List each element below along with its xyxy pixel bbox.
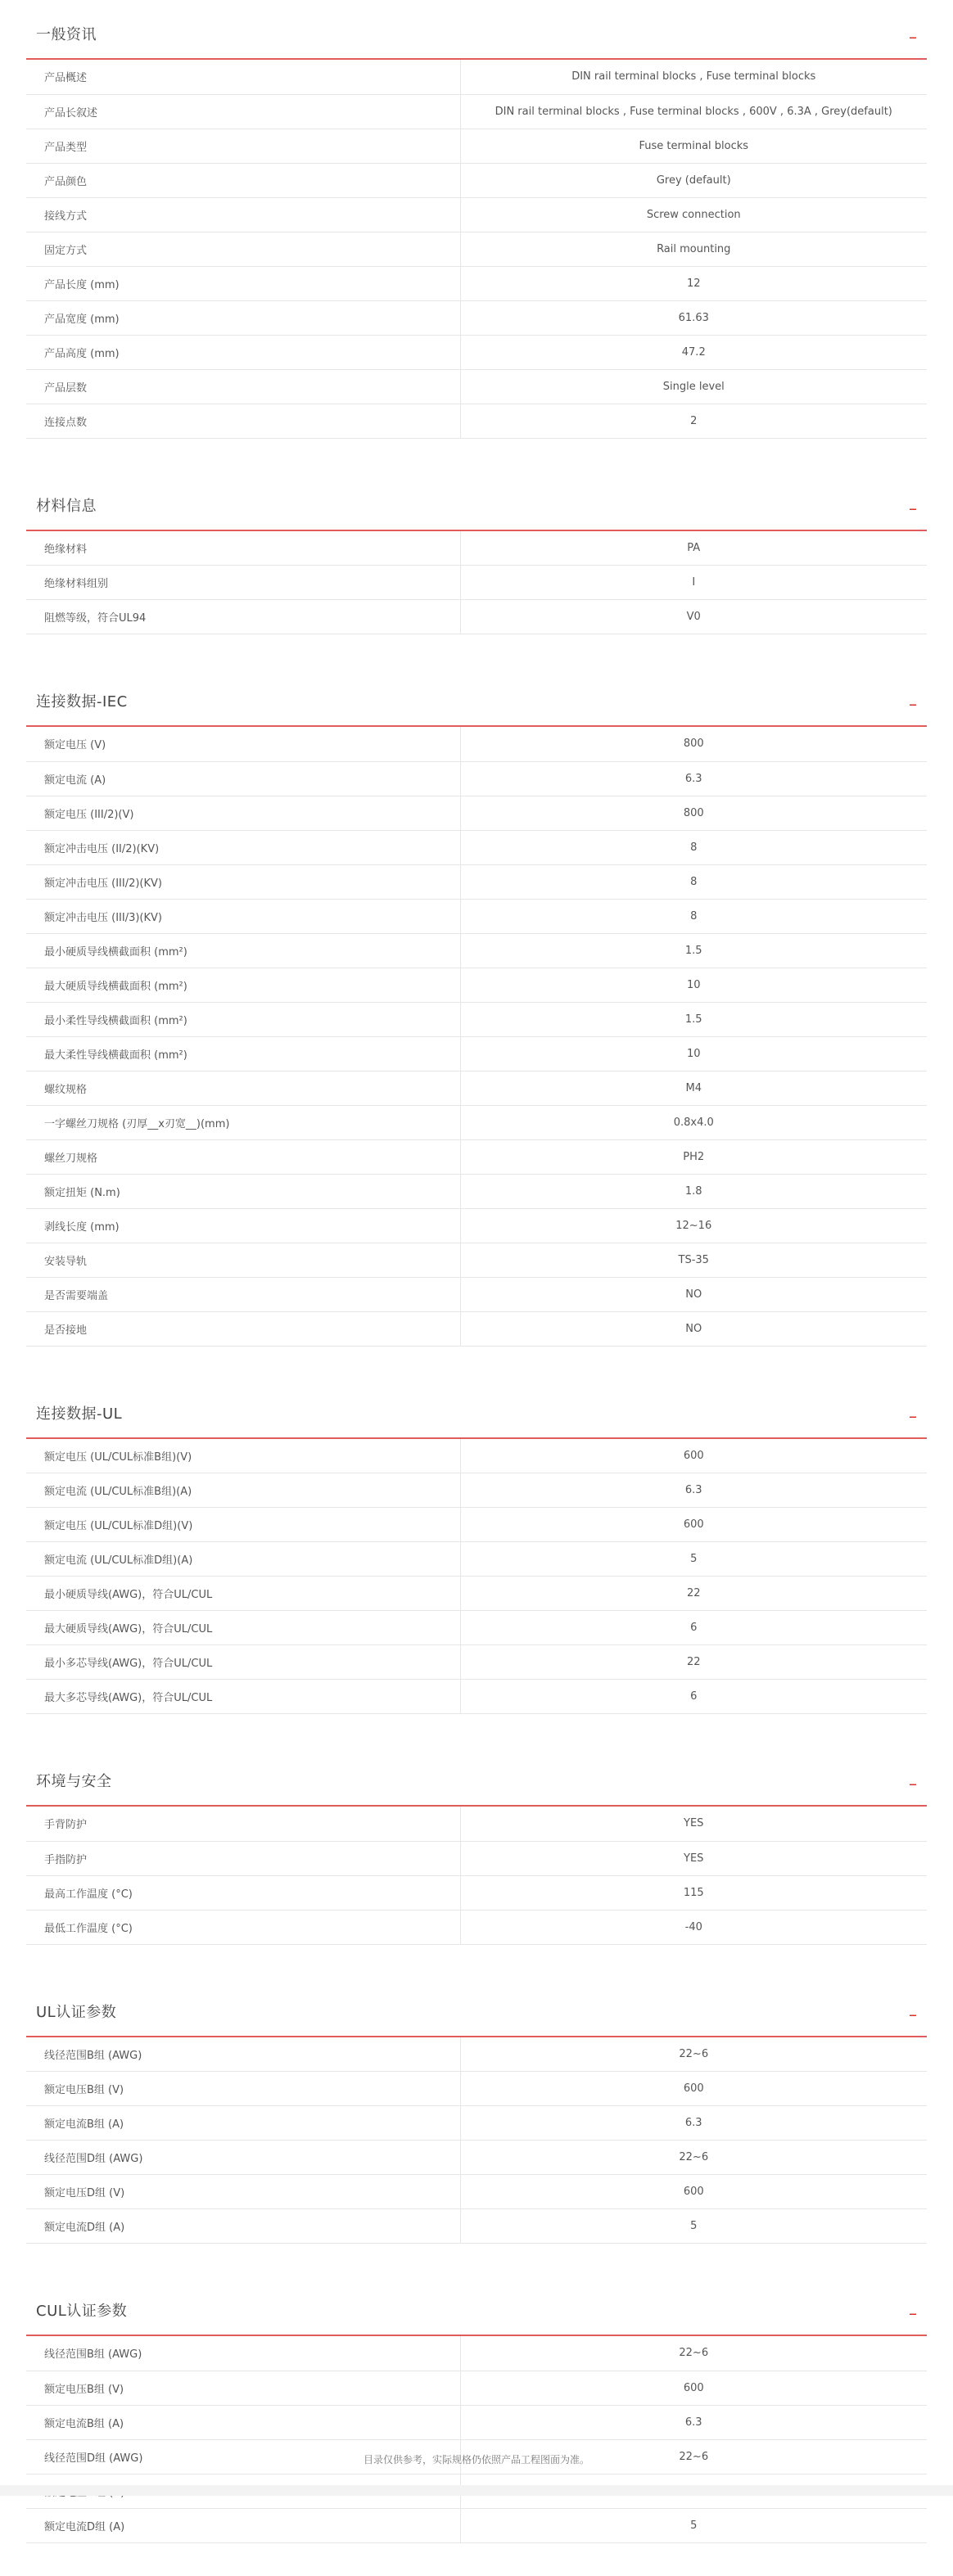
spec-label: 最低工作温度 (°C) [26, 1910, 460, 1944]
collapse-icon[interactable]: _ [910, 690, 916, 706]
table-row [26, 1311, 927, 1346]
spec-label: 最大硬质导线横截面积 (mm²) [26, 968, 460, 1002]
spec-value: 5 [460, 2508, 927, 2542]
spec-label: 产品长度 (mm) [26, 266, 460, 300]
table-row [26, 2141, 927, 2175]
spec-value: Single level [460, 369, 927, 404]
spec-label: 最大硬质导线(AWG)，符合UL/CUL [26, 1611, 460, 1645]
spec-value: Rail mounting [460, 232, 927, 266]
table-row [26, 1577, 927, 1611]
table-row [26, 232, 927, 266]
spec-value: YES [460, 1841, 927, 1875]
spec-label: 一字螺丝刀规格 (刃厚__x刃宽__)(mm) [26, 1105, 460, 1139]
table-row [26, 1875, 927, 1910]
spec-value: YES [460, 1807, 927, 1841]
spec-section [26, 667, 927, 1347]
spec-label: 产品颜色 [26, 163, 460, 197]
table-row [26, 1071, 927, 1105]
section-title: CUL认证参数 [36, 2303, 128, 2320]
spec-label: 额定电压B组 (V) [26, 2371, 460, 2405]
table-row [26, 1680, 927, 1714]
table-row [26, 1277, 927, 1311]
spec-value: 6.3 [460, 2405, 927, 2439]
table-row [26, 1645, 927, 1680]
spec-label: 安装导轨 [26, 1243, 460, 1277]
table-row [26, 761, 927, 796]
spec-label: 连接点数 [26, 404, 460, 438]
spec-label: 额定冲击电压 (III/2)(KV) [26, 864, 460, 899]
section-title: UL认证参数 [36, 2003, 117, 2021]
spec-label: 线径范围B组 (AWG) [26, 2336, 460, 2371]
spec-label: 最小硬质导线横截面积 (mm²) [26, 933, 460, 968]
spec-value: DIN rail terminal blocks , Fuse terminal blocks , 600V , 6.3A , Grey(default) [460, 94, 927, 129]
table-row [26, 531, 927, 566]
spec-label: 额定冲击电压 (III/3)(KV) [26, 899, 460, 933]
collapse-icon[interactable]: _ [910, 1770, 916, 1785]
collapse-icon[interactable]: _ [910, 494, 916, 510]
spec-value: 8 [460, 830, 927, 864]
spec-value: 600 [460, 2072, 927, 2106]
table-row [26, 566, 927, 600]
table-row [26, 197, 927, 232]
spec-label: 产品类型 [26, 129, 460, 163]
spec-value: I [460, 566, 927, 600]
spec-value: PH2 [460, 1139, 927, 1174]
spec-value: TS-35 [460, 1243, 927, 1277]
spec-section [26, 2276, 927, 2543]
spec-value: 600 [460, 1508, 927, 1542]
table-row [26, 1910, 927, 1944]
table-row [26, 129, 927, 163]
spec-value: 47.2 [460, 335, 927, 369]
table-row [26, 1542, 927, 1577]
table-row [26, 94, 927, 129]
table-row [26, 899, 927, 933]
spec-table [26, 1807, 927, 1945]
spec-label: 额定电流 (UL/CUL标准D组)(A) [26, 1542, 460, 1577]
table-row [26, 600, 927, 634]
table-row [26, 1002, 927, 1036]
table-row [26, 2371, 927, 2405]
spec-value: 22~6 [460, 2439, 927, 2474]
spec-label: 额定电压 (UL/CUL标准B组)(V) [26, 1439, 460, 1473]
spec-value: M4 [460, 1071, 927, 1105]
spec-value: 2 [460, 404, 927, 438]
table-row [26, 968, 927, 1002]
table-row [26, 1139, 927, 1174]
spec-value: 115 [460, 1875, 927, 1910]
spec-sheet [26, 0, 927, 2576]
spec-label: 螺丝刀规格 [26, 1139, 460, 1174]
spec-label: 接线方式 [26, 197, 460, 232]
spec-value: 600 [460, 2371, 927, 2405]
table-row [26, 1036, 927, 1071]
spec-label: 额定电流B组 (A) [26, 2405, 460, 2439]
table-row [26, 796, 927, 830]
spec-label: 额定电流 (A) [26, 761, 460, 796]
table-row [26, 1841, 927, 1875]
spec-value: 6 [460, 1680, 927, 1714]
section-header[interactable] [26, 1379, 927, 1439]
spec-value: 1.8 [460, 1174, 927, 1208]
spec-label: 线径范围B组 (AWG) [26, 2037, 460, 2072]
table-row [26, 163, 927, 197]
spec-value: NO [460, 1311, 927, 1346]
table-row [26, 1611, 927, 1645]
spec-table [26, 2336, 927, 2543]
spec-label: 最高工作温度 (°C) [26, 1875, 460, 1910]
spec-table [26, 60, 927, 439]
spec-label: 额定电流 (UL/CUL标准B组)(A) [26, 1473, 460, 1508]
table-row [26, 2405, 927, 2439]
section-title: 材料信息 [36, 497, 97, 515]
table-row [26, 2072, 927, 2106]
table-row [26, 1174, 927, 1208]
spec-label: 阻燃等级，符合UL94 [26, 600, 460, 634]
spec-label: 产品概述 [26, 60, 460, 94]
table-row [26, 727, 927, 761]
spec-value: 10 [460, 968, 927, 1002]
table-row [26, 60, 927, 94]
spec-label: 最小硬质导线(AWG)，符合UL/CUL [26, 1577, 460, 1611]
spec-section [26, 1978, 927, 2244]
spec-value: 8 [460, 864, 927, 899]
section-title: 连接数据-UL [36, 1405, 123, 1423]
spec-section [26, 1747, 927, 1945]
spec-label: 额定电压 (III/2)(V) [26, 796, 460, 830]
spec-value: 5 [460, 2209, 927, 2244]
spec-label: 额定电压D组 (V) [26, 2175, 460, 2209]
table-row [26, 2037, 927, 2072]
table-row [26, 2209, 927, 2244]
spec-value: 22~6 [460, 2141, 927, 2175]
spec-value: 1.5 [460, 933, 927, 968]
table-row [26, 2106, 927, 2141]
table-row [26, 335, 927, 369]
spec-label: 剥线长度 (mm) [26, 1208, 460, 1243]
spec-label: 是否需要端盖 [26, 1277, 460, 1311]
footer-note: 目录仅供参考，实际规格仍依照产品工程图面为准。 [363, 2454, 589, 2465]
spec-table [26, 1439, 927, 1715]
spec-label: 是否接地 [26, 1311, 460, 1346]
spec-value: 800 [460, 796, 927, 830]
table-row [26, 864, 927, 899]
collapse-icon[interactable]: _ [910, 2000, 916, 2016]
spec-section [26, 0, 927, 439]
spec-label: 最大柔性导线横截面积 (mm²) [26, 1036, 460, 1071]
spec-label: 固定方式 [26, 232, 460, 266]
table-row [26, 1208, 927, 1243]
spec-label: 手指防护 [26, 1841, 460, 1875]
section-header[interactable] [26, 1978, 927, 2037]
spec-section [26, 1379, 927, 1715]
spec-label: 最小柔性导线横截面积 (mm²) [26, 1002, 460, 1036]
spec-value: 8 [460, 899, 927, 933]
spec-value: Screw connection [460, 197, 927, 232]
table-row [26, 2508, 927, 2542]
section-header[interactable] [26, 471, 927, 531]
section-title: 连接数据-IEC [36, 693, 128, 711]
spec-value: 6.3 [460, 2106, 927, 2141]
spec-value: 61.63 [460, 300, 927, 335]
table-row [26, 830, 927, 864]
table-row [26, 933, 927, 968]
spec-value: 600 [460, 1439, 927, 1473]
spec-label: 产品宽度 (mm) [26, 300, 460, 335]
spec-value: Fuse terminal blocks [460, 129, 927, 163]
spec-label: 额定冲击电压 (II/2)(KV) [26, 830, 460, 864]
spec-label: 螺纹规格 [26, 1071, 460, 1105]
table-row [26, 2336, 927, 2371]
spec-value: -40 [460, 1910, 927, 1944]
spec-table [26, 727, 927, 1347]
spec-value: 6.3 [460, 1473, 927, 1508]
spec-label: 绝缘材料 [26, 531, 460, 566]
spec-value: 22 [460, 1577, 927, 1611]
spec-value: 22~6 [460, 2037, 927, 2072]
spec-value: 12~16 [460, 1208, 927, 1243]
table-row [26, 1508, 927, 1542]
table-row [26, 1807, 927, 1841]
spec-label: 产品长叙述 [26, 94, 460, 129]
table-row [26, 266, 927, 300]
spec-label: 产品层数 [26, 369, 460, 404]
spec-value: 22~6 [460, 2336, 927, 2371]
spec-value: 5 [460, 1542, 927, 1577]
collapse-icon[interactable]: _ [910, 23, 916, 38]
spec-label: 最大多芯导线(AWG)，符合UL/CUL [26, 1680, 460, 1714]
spec-value: DIN rail terminal blocks , Fuse terminal blocks [460, 60, 927, 94]
spec-value: Grey (default) [460, 163, 927, 197]
section-header[interactable] [26, 2276, 927, 2336]
spec-section [26, 471, 927, 635]
spec-value: 12 [460, 266, 927, 300]
table-row [26, 1243, 927, 1277]
spec-label: 线径范围D组 (AWG) [26, 2439, 460, 2474]
spec-label: 额定扭矩 (N.m) [26, 1174, 460, 1208]
spec-value: V0 [460, 600, 927, 634]
spec-label: 额定电压 (UL/CUL标准D组)(V) [26, 1508, 460, 1542]
spec-label: 额定电压 (V) [26, 727, 460, 761]
spec-label: 额定电流B组 (A) [26, 2106, 460, 2141]
section-header[interactable] [26, 667, 927, 727]
spec-value: 6 [460, 1611, 927, 1645]
spec-label: 绝缘材料组别 [26, 566, 460, 600]
spec-value: 600 [460, 2175, 927, 2209]
section-header[interactable] [26, 0, 927, 60]
spec-value: 22 [460, 1645, 927, 1680]
spec-value: 10 [460, 1036, 927, 1071]
spec-value: NO [460, 1277, 927, 1311]
spec-table [26, 531, 927, 635]
table-row [26, 1473, 927, 1508]
spec-label: 线径范围D组 (AWG) [26, 2141, 460, 2175]
spec-label: 额定电流D组 (A) [26, 2209, 460, 2244]
collapse-icon[interactable]: _ [910, 2299, 916, 2315]
table-row [26, 404, 927, 438]
section-title: 环境与安全 [36, 1773, 112, 1790]
spec-label: 产品高度 (mm) [26, 335, 460, 369]
spec-value: PA [460, 531, 927, 566]
collapse-icon[interactable]: _ [910, 1401, 916, 1418]
spec-value: 800 [460, 727, 927, 761]
section-header[interactable] [26, 1747, 927, 1807]
bottom-bar [0, 2485, 953, 2496]
spec-label: 手背防护 [26, 1807, 460, 1841]
spec-value: 0.8x4.0 [460, 1105, 927, 1139]
table-row [26, 1105, 927, 1139]
table-row [26, 369, 927, 404]
spec-table [26, 2037, 927, 2244]
spec-label: 额定电压B组 (V) [26, 2072, 460, 2106]
table-row [26, 1439, 927, 1473]
spec-label: 额定电流D组 (A) [26, 2508, 460, 2542]
spec-value: 1.5 [460, 1002, 927, 1036]
section-title: 一般资讯 [36, 26, 97, 43]
table-row [26, 300, 927, 335]
spec-label: 最小多芯导线(AWG)，符合UL/CUL [26, 1645, 460, 1680]
table-row [26, 2175, 927, 2209]
spec-value: 6.3 [460, 761, 927, 796]
